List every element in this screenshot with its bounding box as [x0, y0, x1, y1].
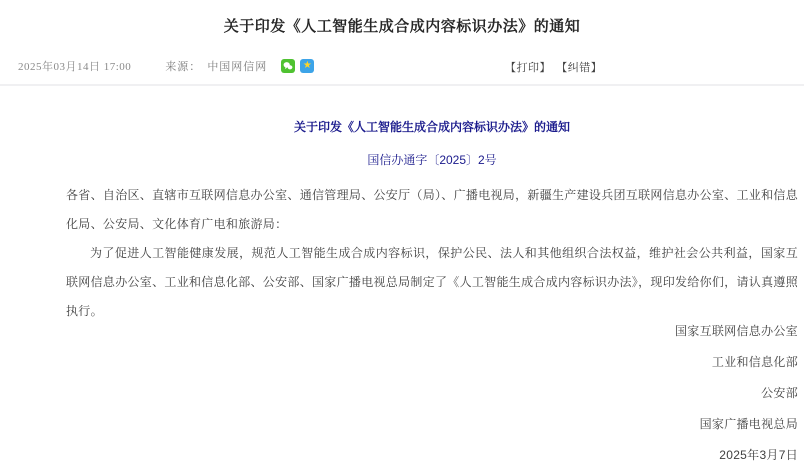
signature-date: 2025年3月7日 — [719, 448, 798, 462]
share-icons — [281, 59, 319, 73]
meta-row — [0, 58, 804, 80]
publish-datetime: 2025年03月14日 17:00 — [18, 61, 132, 73]
wechat-share-icon[interactable] — [281, 59, 295, 73]
source-value: 中国网信网 — [207, 61, 268, 73]
paragraph-salutation: 各省、自治区、直辖市互联网信息办公室、通信管理局、公安厅（局）、广播电视局，新疆生产建设兵团互联网信息办公室、工业和信息化局、公安局、文化体育广电和旅游局： — [66, 188, 799, 231]
paragraph-main: 为了促进人工智能健康发展，规范人工智能生成合成内容标识，保护公民、法人和其他组织合法权益，维护社会公共利益，国家互联网信息办公室、工业和信息化部、公安部、国家广播电视总局制定了《人工智能生成合成内容标识办法》，现印发给你们，请认真遵照执行。 — [66, 246, 799, 318]
document-number: 国信办通字〔2025〕2号 — [367, 153, 497, 167]
wechat-bubbles-glyph — [283, 61, 293, 71]
signature-line: 国家互联网信息办公室 — [674, 324, 798, 338]
print-button[interactable]: 【打印】 — [505, 62, 551, 74]
signature-line: 公安部 — [761, 386, 798, 400]
meta-actions — [505, 59, 604, 75]
correct-error-button[interactable]: 【纠错】 — [556, 62, 603, 74]
qzone-share-icon[interactable]: ★ — [300, 59, 314, 73]
document-title: 关于印发《人工智能生成合成内容标识办法》的通知 — [293, 120, 570, 134]
document-paragraphs — [66, 181, 798, 326]
signature-block — [66, 316, 798, 471]
document-body — [66, 86, 798, 471]
meta-left — [18, 58, 319, 74]
page-title: 关于印发《人工智能生成合成内容标识办法》的通知 — [223, 18, 581, 35]
signature-line: 工业和信息化部 — [711, 355, 798, 369]
signature-line: 国家广播电视总局 — [699, 417, 798, 431]
source-label: 来源： — [165, 61, 202, 73]
